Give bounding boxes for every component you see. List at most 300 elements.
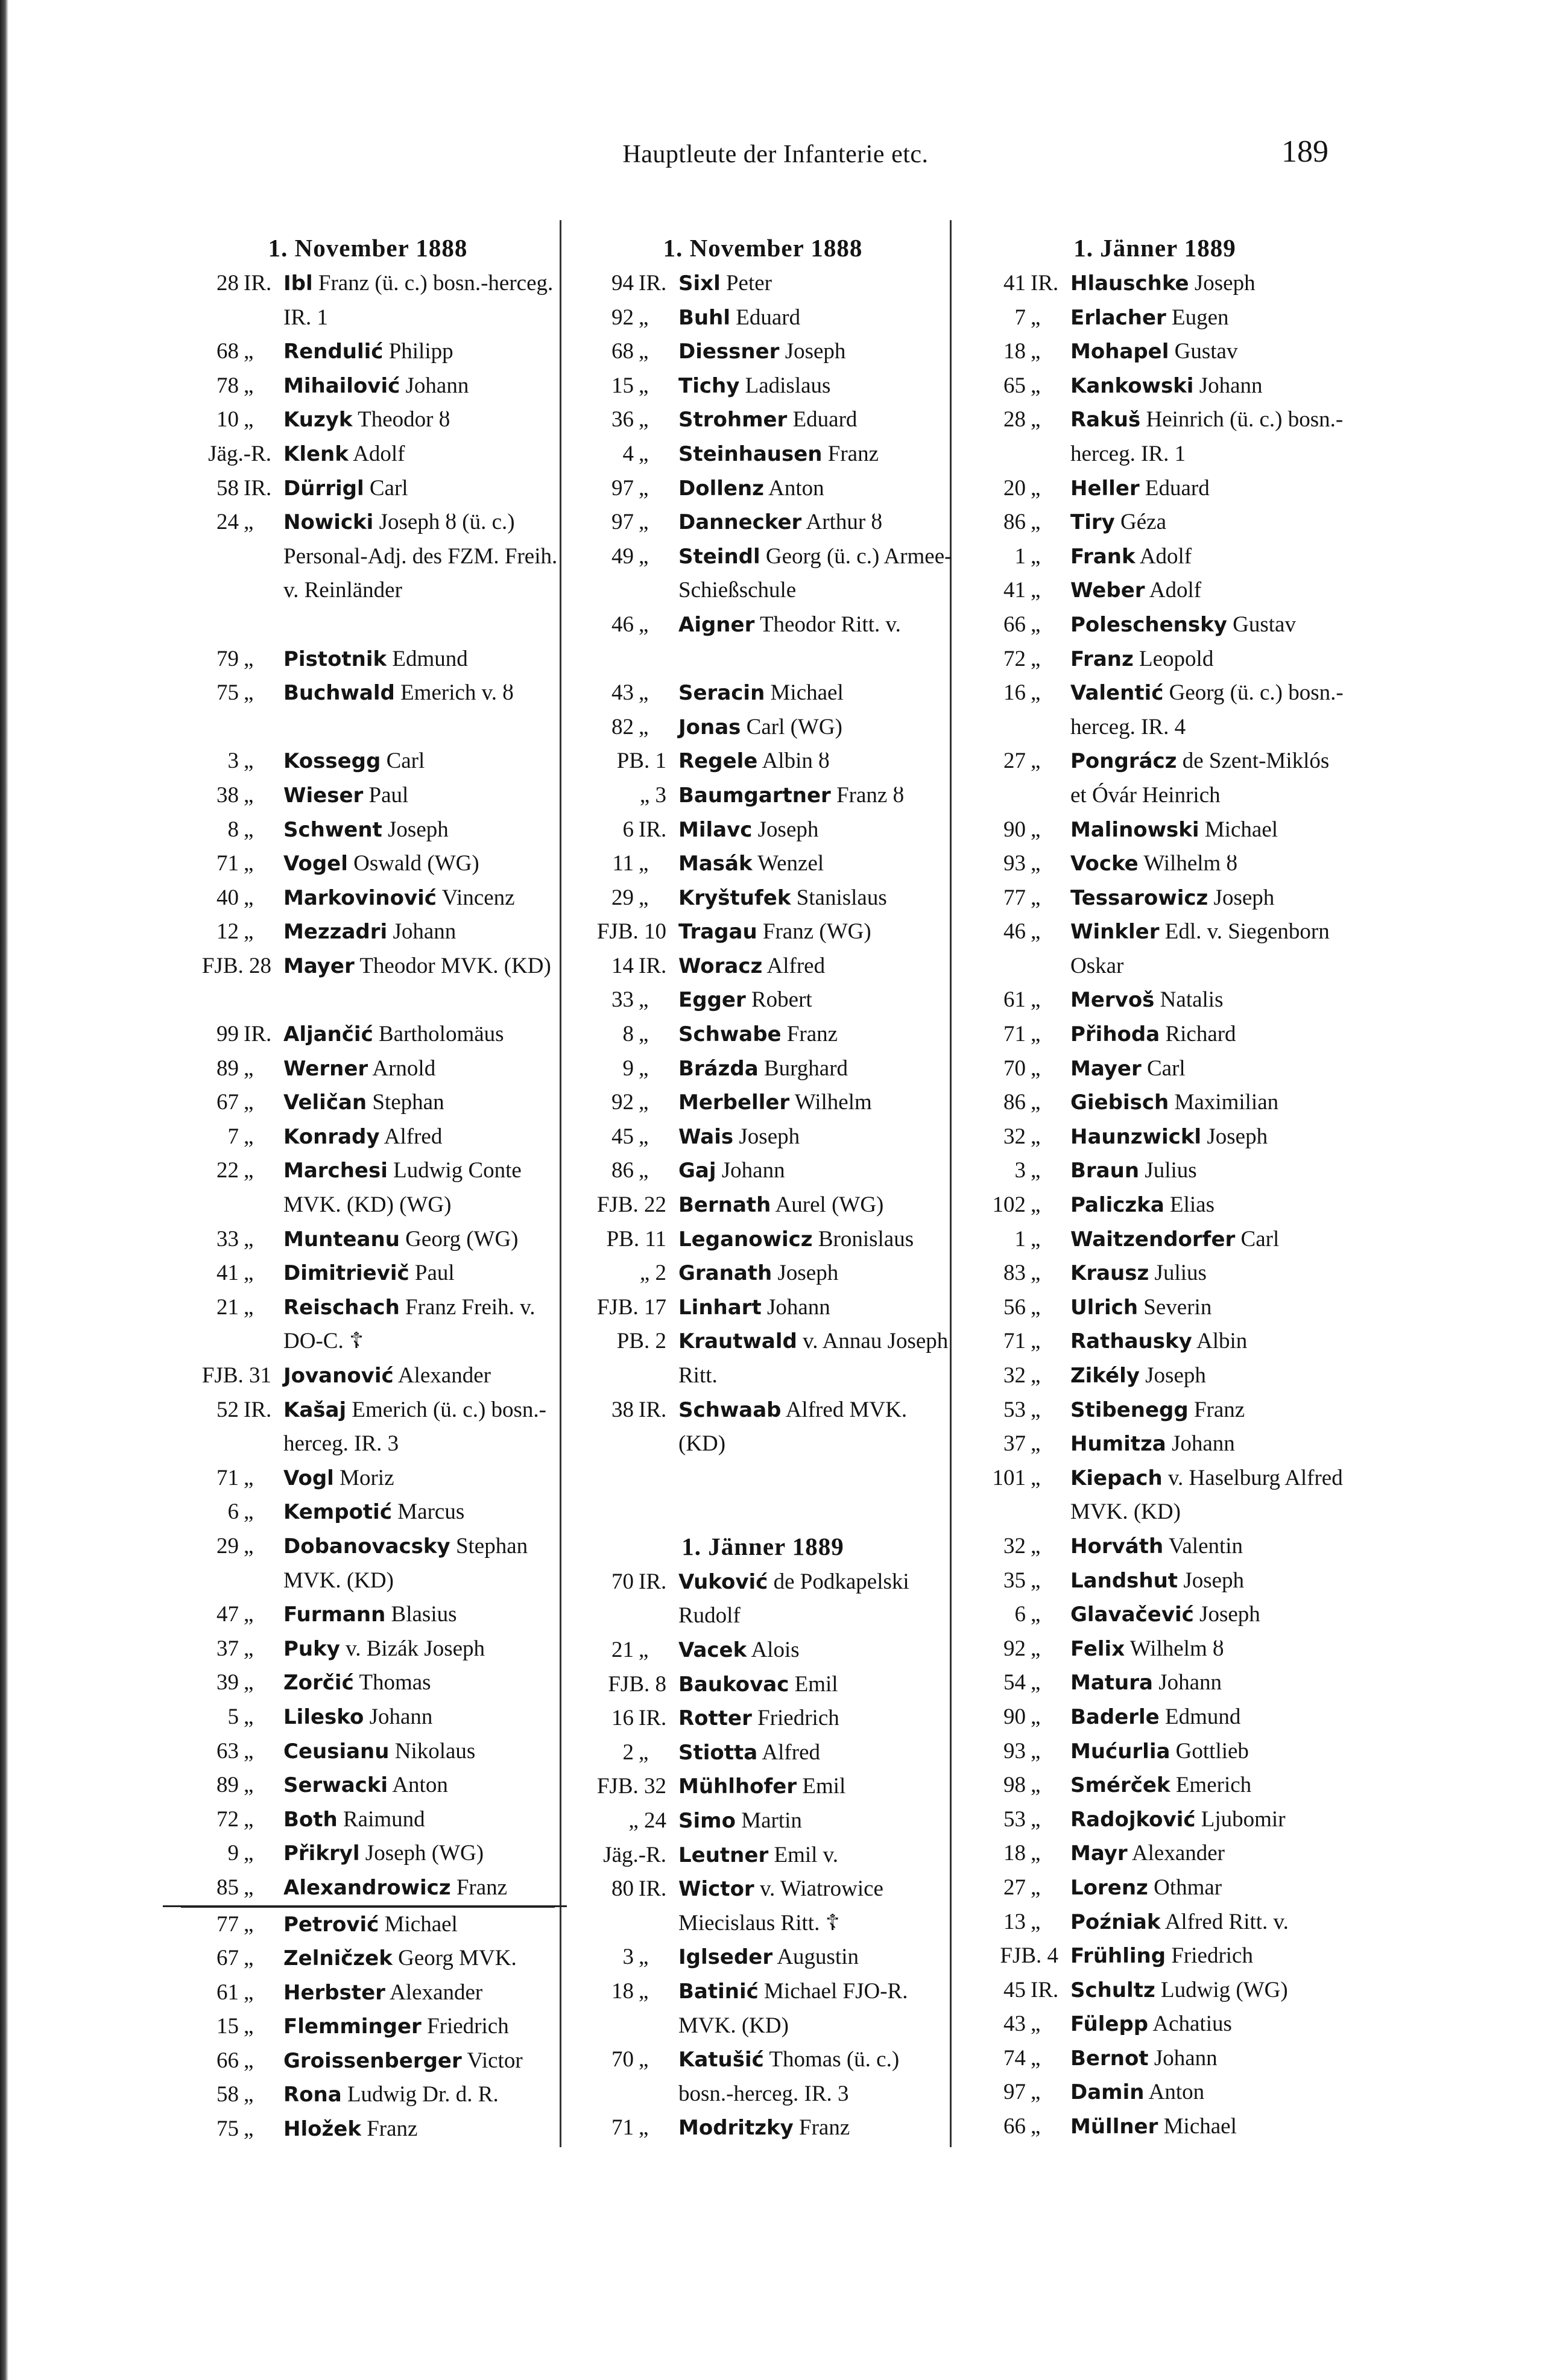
entry-unit: „ <box>244 1670 254 1695</box>
entry-text <box>283 1393 558 1461</box>
entry-surname: Zorčić <box>283 1671 354 1695</box>
entry-text <box>1070 267 1345 301</box>
entry-number: 3 <box>622 1945 634 1970</box>
entry-text <box>1070 1530 1345 1564</box>
entry-number: 77 <box>216 1911 239 1937</box>
entry-number: 72 <box>216 1806 239 1832</box>
entry-text <box>1070 1393 1345 1428</box>
entry-number: 20 <box>1003 475 1026 501</box>
entry-given: Emerich <box>1175 1773 1252 1798</box>
list-item <box>181 267 555 335</box>
entry-number: 6 <box>227 1499 239 1525</box>
list-item <box>181 1871 555 1905</box>
entry-number: 66 <box>1003 612 1026 637</box>
entry-number: 61 <box>216 1980 239 2005</box>
entry-text <box>283 1052 558 1086</box>
list-item <box>181 779 555 813</box>
entry-surname: Baderle <box>1070 1704 1160 1729</box>
entry-number: 35 <box>1003 1568 1026 1593</box>
entry-text <box>283 2044 558 2078</box>
entry-unit: „ <box>1031 510 1041 535</box>
entry-unit: „ <box>244 1261 254 1286</box>
list-item <box>968 369 1342 404</box>
entry-text <box>678 744 953 779</box>
list-item <box>576 1188 950 1223</box>
entry-number: 18 <box>1003 1841 1026 1866</box>
list-item <box>576 1701 950 1736</box>
entry-surname: Puky <box>283 1636 340 1661</box>
entry-given: Johann <box>721 1158 785 1183</box>
entry-number: 39 <box>216 1670 239 1695</box>
entry-given: Friedrich <box>1171 1943 1253 1969</box>
entry-unit: „ <box>639 987 649 1013</box>
entry-given: Moriz <box>340 1465 394 1490</box>
list-item <box>968 881 1342 916</box>
list-item <box>968 1803 1342 1837</box>
entry-unit: „ <box>639 851 649 876</box>
entry-unit: IR. <box>639 817 667 842</box>
entry-unit: „ <box>639 407 649 432</box>
entry-text <box>283 369 558 404</box>
entry-surname: Kryštufek <box>678 885 791 910</box>
list-item <box>181 1598 555 1632</box>
entry-given: Adolf <box>353 441 405 466</box>
entry-number: 12 <box>216 919 239 945</box>
entry-number: 92 <box>611 1090 634 1115</box>
entry-given: Franz ȣ <box>836 782 905 808</box>
list-item <box>576 1940 950 1975</box>
entry-surname: Erlacher <box>1070 305 1166 330</box>
entry-text <box>1070 472 1345 506</box>
entry-given: Franz (ü. c.) bosn.-herceg. IR. 1 <box>283 271 554 330</box>
entry-number: FJB. 31 <box>201 1363 271 1388</box>
entry-surname: Pongrácz <box>1070 749 1177 774</box>
entry-surname: Brázda <box>678 1056 759 1081</box>
entry-surname: Klenk <box>283 442 349 466</box>
section-heading: 1. Jänner 1889 <box>681 1532 844 1560</box>
entry-given: Severin <box>1143 1294 1212 1320</box>
entry-surname: Jonas <box>678 715 741 739</box>
entry-given: Julius <box>1145 1158 1197 1183</box>
entry-text <box>283 1598 558 1632</box>
entry-number: 38 <box>611 1397 634 1422</box>
entry-surname: Werner <box>283 1056 368 1081</box>
entry-number: 52 <box>216 1397 239 1422</box>
entry-number: 71 <box>1003 1022 1026 1047</box>
entry-surname: Lilesko <box>283 1704 364 1729</box>
entry-surname: Dimitrievič <box>283 1261 409 1286</box>
list-item <box>968 2007 1342 2042</box>
entry-given: Marcus <box>397 1499 465 1525</box>
entry-number: 70 <box>1003 1055 1026 1081</box>
entry-unit: „ <box>1031 1192 1041 1218</box>
entry-number: 78 <box>216 373 239 398</box>
entry-given: Theodor Ritt. v. <box>759 612 901 637</box>
entry-number: 46 <box>611 612 634 637</box>
entry-surname: Tichy <box>678 373 740 398</box>
list-item <box>181 335 555 369</box>
entry-surname: Rathausky <box>1070 1329 1192 1354</box>
entry-number: 71 <box>1003 1329 1026 1354</box>
entry-unit: „ <box>1031 1055 1041 1081</box>
entry-unit: „ <box>1031 817 1041 842</box>
entry-unit: „ <box>1031 1124 1041 1149</box>
entry-number: 82 <box>611 714 634 739</box>
entry-number: 16 <box>1003 680 1026 706</box>
entry-text <box>678 1838 953 1873</box>
entry-text <box>283 813 558 847</box>
entry-number: 97 <box>1003 2080 1026 2105</box>
entry-text <box>1070 847 1345 881</box>
list-item <box>181 1803 555 1837</box>
entry-number: PB. 2 <box>616 1329 666 1354</box>
entry-unit: „ <box>1031 373 1041 398</box>
entry-text <box>283 1120 558 1154</box>
entry-surname: Modritzky <box>678 2116 794 2141</box>
entry-text <box>1070 983 1345 1018</box>
entry-given: Joseph (WG) <box>365 1841 484 1866</box>
entry-text <box>1070 1666 1345 1700</box>
entry-surname: Rona <box>283 2083 342 2107</box>
entry-given: Nikolaus <box>394 1738 476 1764</box>
entry-number: 75 <box>216 680 239 706</box>
entry-text <box>1070 1223 1345 1257</box>
entry-surname: Krausz <box>1070 1261 1149 1286</box>
entry-given: Emil <box>802 1774 846 1799</box>
list-item <box>181 1942 555 1976</box>
list-item <box>968 335 1342 369</box>
entry-text <box>1070 813 1345 847</box>
list-item <box>181 676 555 744</box>
entry-surname: Wieser <box>283 783 364 808</box>
entry-number: 93 <box>1003 1738 1026 1764</box>
entry-unit: „ <box>639 1090 649 1115</box>
entry-given: Carl <box>1240 1226 1280 1252</box>
entry-surname: Kiepach <box>1070 1466 1163 1490</box>
entry-number: Jäg.-R. <box>603 1842 666 1867</box>
entry-number: 80 <box>611 1876 634 1902</box>
entry-text <box>678 472 953 506</box>
entry-unit: IR. <box>639 1876 667 1902</box>
list-item <box>968 505 1342 540</box>
entry-text <box>678 335 953 369</box>
entry-number: 3 <box>227 748 239 774</box>
entry-text <box>283 1359 558 1393</box>
entry-unit: „ <box>244 646 254 671</box>
entry-unit: „ <box>1031 475 1041 501</box>
entry-given: Johann <box>369 1704 433 1729</box>
entry-surname: Dollenz <box>678 476 764 501</box>
entry-number: 14 <box>611 953 634 978</box>
entry-surname: Masák <box>678 852 753 876</box>
entry-surname: Mayer <box>283 954 355 978</box>
entry-surname: Winkler <box>1070 920 1160 945</box>
entry-given: Joseph <box>777 1261 839 1286</box>
entry-surname: Frühling <box>1070 1944 1166 1969</box>
entry-text <box>283 915 558 949</box>
entry-given: Paul <box>368 782 409 808</box>
entry-text <box>1070 505 1345 540</box>
list-item <box>181 1666 555 1700</box>
section-heading: 1. November 1888 <box>663 234 863 262</box>
list-item <box>181 1393 555 1461</box>
entry-text <box>283 335 558 369</box>
entry-number: 38 <box>216 782 239 808</box>
entry-given: Georg (ü. c.) bosn.-herceg. IR. 4 <box>1070 680 1344 739</box>
entry-surname: Strohmer <box>678 408 788 432</box>
entry-text <box>283 676 558 711</box>
entry-unit: „ <box>639 885 649 910</box>
entry-unit: „ <box>639 339 649 364</box>
entry-number: 89 <box>216 1773 239 1798</box>
entry-surname: Mervoš <box>1070 988 1155 1013</box>
list-item <box>181 437 555 472</box>
entry-given: Joseph <box>1194 271 1256 296</box>
entry-number: 27 <box>1003 1875 1026 1900</box>
entry-number: FJB. 10 <box>596 919 666 945</box>
entry-surname: Schwabe <box>678 1022 782 1047</box>
entry-text <box>283 1735 558 1769</box>
entry-given: Johann <box>393 919 456 945</box>
entry-given: Alois <box>751 1637 800 1662</box>
entry-surname: Tiry <box>1070 510 1115 535</box>
entry-number: 102 <box>992 1192 1026 1218</box>
list-item <box>968 267 1342 301</box>
entry-text <box>1070 1427 1345 1461</box>
entry-given: Johann <box>1171 1431 1235 1457</box>
list-item <box>181 505 558 642</box>
list-item <box>576 1668 950 1702</box>
entry-number: 9 <box>227 1841 239 1866</box>
list-item <box>181 881 555 916</box>
entry-text <box>678 1018 953 1052</box>
entry-text <box>678 915 953 949</box>
list-item <box>968 1700 1342 1735</box>
entry-text <box>283 267 558 335</box>
entry-number: 15 <box>611 373 634 398</box>
list-item <box>968 983 1342 1018</box>
list-item <box>576 505 950 540</box>
list-item <box>968 540 1342 574</box>
entry-number: 53 <box>1003 1806 1026 1832</box>
entry-unit: „ <box>1031 1806 1041 1832</box>
list-item <box>181 2044 555 2078</box>
entry-surname: Vuković <box>678 1569 768 1594</box>
list-item <box>576 1393 950 1461</box>
entry-surname: Leganowicz <box>678 1227 813 1252</box>
entry-given: Adolf <box>1139 543 1192 569</box>
entry-number: 8 <box>622 1022 634 1047</box>
entry-number: 21 <box>216 1294 239 1320</box>
entry-given: Theodor ȣ <box>358 407 450 432</box>
entry-text <box>1070 1086 1345 1120</box>
list-item <box>968 676 1342 744</box>
list-item <box>968 744 1342 812</box>
entry-surname: Rotter <box>678 1706 752 1731</box>
entry-unit: „ <box>1031 2011 1041 2037</box>
list-item <box>576 1291 950 1325</box>
list-item <box>576 1223 950 1257</box>
entry-unit: „ <box>1031 1022 1041 1047</box>
entry-unit: „ <box>639 2047 649 2072</box>
entry-number: 68 <box>216 339 239 364</box>
list-item <box>576 881 950 916</box>
entry-surname: Katušić <box>678 2048 764 2072</box>
entry-given: Arthur ȣ <box>806 510 882 535</box>
entry-given: Vincenz <box>441 885 515 910</box>
entry-unit: „ <box>639 510 649 535</box>
list-item <box>576 779 950 813</box>
list-item <box>576 1256 950 1291</box>
entry-surname: Mühlhofer <box>678 1774 797 1799</box>
entry-number: 58 <box>216 2082 239 2107</box>
list-item <box>576 1086 950 1120</box>
entry-surname: Stibenegg <box>1070 1397 1189 1422</box>
entry-given: Joseph <box>1145 1363 1206 1388</box>
entry-text <box>283 881 558 916</box>
entry-text <box>1070 540 1345 574</box>
list-item <box>968 472 1342 506</box>
list-item <box>968 574 1342 608</box>
entry-given: Alfred <box>766 953 826 978</box>
entry-unit: „ <box>1031 1090 1041 1115</box>
entry-number: 1 <box>1014 1226 1026 1252</box>
list-item <box>576 1120 950 1154</box>
entry-surname: Rakuš <box>1070 408 1141 432</box>
entry-text <box>678 505 953 540</box>
entry-given: Theodor MVK. (KD) <box>359 953 551 978</box>
entry-given: de Podkapelski Rudolf <box>678 1569 909 1628</box>
list-item <box>968 1359 1342 1393</box>
entry-given: Franz <box>1193 1397 1245 1422</box>
entry-surname: Smérček <box>1070 1773 1170 1798</box>
entry-given: Leopold <box>1139 646 1214 671</box>
entry-given: Franz Freih. v. DO-C. ☦ <box>283 1294 535 1354</box>
entry-unit: „ <box>1031 407 1041 432</box>
entry-given: Valentin <box>1168 1533 1243 1559</box>
entry-given: Burghard <box>763 1055 848 1081</box>
entry-number: 97 <box>611 475 634 501</box>
entry-given: Thomas (ü. c.) bosn.-herceg. IR. 3 <box>678 2047 900 2106</box>
entry-number: 97 <box>611 510 634 535</box>
entry-unit: „ <box>244 1806 254 1832</box>
entry-text <box>1070 1564 1345 1598</box>
entry-surname: Flemminger <box>283 2014 422 2039</box>
entry-number: FJB. 8 <box>608 1671 666 1697</box>
entry-number: 72 <box>1003 646 1026 671</box>
list-item <box>576 369 950 404</box>
list-item <box>576 267 950 301</box>
entry-surname: Woracz <box>678 954 763 978</box>
list-item <box>968 1256 1342 1291</box>
entry-unit: „ <box>1031 646 1041 671</box>
entry-surname: Alexandrowicz <box>283 1875 451 1900</box>
entry-text <box>678 813 953 847</box>
list-item <box>181 2010 555 2044</box>
entry-text <box>678 403 953 437</box>
entry-given: Paul <box>414 1261 455 1286</box>
entry-unit: „ <box>639 680 649 706</box>
entry-text <box>283 1976 558 2010</box>
entry-surname: Zikély <box>1070 1364 1140 1388</box>
entry-number: 77 <box>1003 885 1026 910</box>
entry-unit: „ <box>244 1124 254 1149</box>
entry-surname: Frank <box>1070 544 1136 569</box>
entry-given: Michael <box>770 680 844 706</box>
entry-number: 85 <box>216 1875 239 1900</box>
entry-given: Julius <box>1154 1261 1207 1286</box>
entry-surname: Leutner <box>678 1843 769 1867</box>
list-item <box>968 2075 1342 2110</box>
entry-text <box>678 1736 953 1770</box>
list-item <box>968 1939 1342 1973</box>
entry-text <box>283 1942 558 1976</box>
list-item <box>576 301 950 335</box>
entry-text <box>1070 335 1345 369</box>
entry-text <box>1070 1052 1345 1086</box>
entry-text <box>283 744 558 779</box>
entry-unit: „ <box>1031 1704 1041 1729</box>
entry-given: Philipp <box>388 339 453 364</box>
entry-unit: „ <box>244 1226 254 1252</box>
list-item <box>576 437 950 472</box>
entry-given: Achatius <box>1152 2011 1232 2037</box>
entry-number: 13 <box>1003 1909 1026 1934</box>
entry-number: 92 <box>1003 1636 1026 1661</box>
list-item <box>181 403 555 437</box>
entry-unit: „ <box>244 1980 254 2005</box>
entry-surname: Linhart <box>678 1295 762 1320</box>
entry-given: Wilhelm <box>794 1090 872 1115</box>
entry-unit: „ <box>1031 987 1041 1013</box>
entry-given: Alexander <box>390 1980 483 2005</box>
entry-text <box>678 267 953 301</box>
entry-text <box>678 1120 953 1154</box>
entry-text <box>1070 1359 1345 1393</box>
entry-number: 22 <box>216 1158 239 1183</box>
list-item <box>968 2110 1342 2144</box>
entry-unit: „ <box>244 339 254 364</box>
entry-surname: Wais <box>678 1124 734 1149</box>
entry-text <box>678 779 953 813</box>
entry-text <box>1070 1291 1345 1325</box>
entry-surname: Bernath <box>678 1193 771 1218</box>
list-item <box>968 301 1342 335</box>
entry-unit: „ <box>244 1294 254 1320</box>
list-item <box>181 1018 555 1052</box>
entry-surname: Furmann <box>283 1603 386 1627</box>
entry-number: 40 <box>216 885 239 910</box>
entry-unit: „ <box>1031 851 1041 876</box>
entry-surname: Wictor <box>678 1877 754 1902</box>
entry-text <box>1070 1188 1345 1223</box>
entry-surname: Damin <box>1070 2080 1145 2105</box>
entry-number: 86 <box>1003 1090 1026 1115</box>
entry-given: Thomas <box>359 1670 431 1695</box>
column-2 <box>576 229 950 2145</box>
entry-number: 49 <box>611 543 634 569</box>
entry-unit: „ <box>1031 1602 1041 1627</box>
entry-text <box>1070 1325 1345 1359</box>
entry-surname: Giebisch <box>1070 1090 1169 1115</box>
list-item <box>968 1188 1342 1223</box>
page-number: 189 <box>1281 135 1328 169</box>
entry-surname: Hložek <box>283 2117 361 2142</box>
entry-number: 70 <box>611 2047 634 2072</box>
entry-given: Eduard <box>792 407 858 432</box>
entry-unit: „ <box>1031 1738 1041 1764</box>
entry-number: 89 <box>216 1055 239 1081</box>
